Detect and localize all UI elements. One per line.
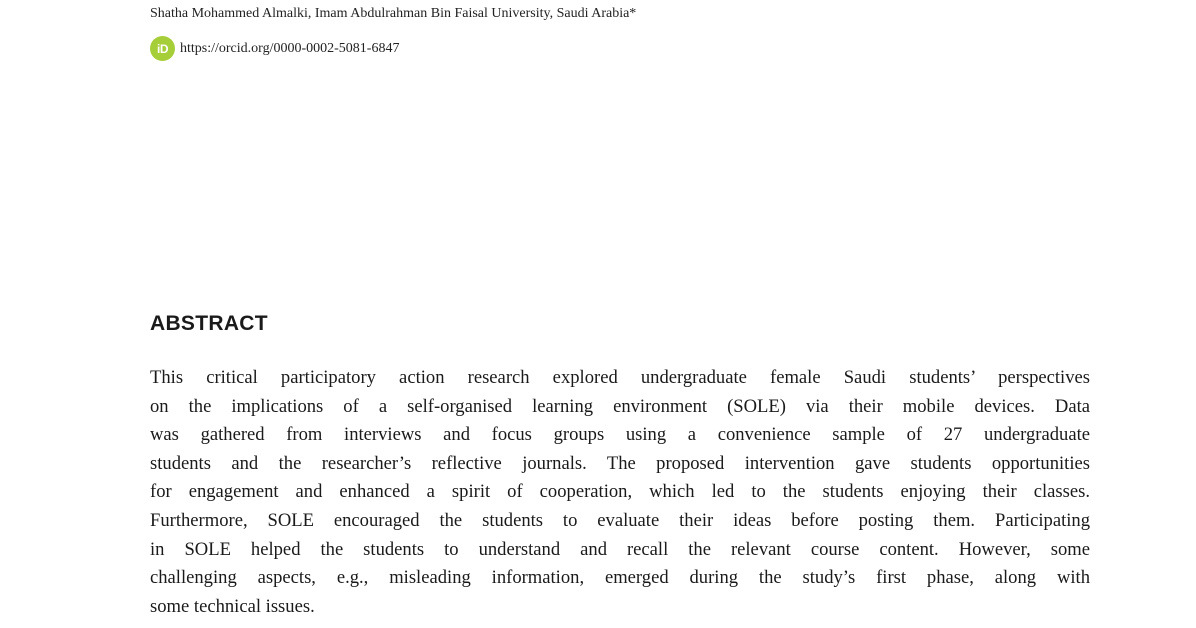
abstract-line: in SOLE helped the students to understand and recall the relevant course content. However, some [150, 538, 1090, 560]
abstract-line: students and the researcher’s reflective journals. The proposed intervention gave students opportunities [150, 452, 1090, 474]
abstract-body [150, 364, 1090, 621]
author-affiliation: Shatha Mohammed Almalki, Imam Abdulrahman Bin Faisal University, Saudi Arabia* [150, 6, 637, 21]
abstract-line: was gathered from interviews and focus groups using a convenience sample of 27 undergraduate [150, 424, 1090, 446]
abstract-line: some technical issues. [150, 595, 315, 617]
abstract-line: challenging aspects, e.g., misleading information, emerged during the study’s first phase, along with [150, 567, 1090, 589]
orcid-icon: iD [150, 36, 175, 61]
orcid-row [150, 36, 399, 61]
abstract-heading: ABSTRACT [150, 312, 268, 335]
abstract-line: on the implications of a self-organised learning environment (SOLE) via their mobile devices. Data [150, 395, 1090, 417]
abstract-line: Furthermore, SOLE encouraged the students to evaluate their ideas before posting them. Participating [150, 509, 1090, 531]
orcid-link[interactable]: https://orcid.org/0000-0002-5081-6847 [180, 40, 400, 56]
abstract-line: This critical participatory action research explored undergraduate female Saudi students’ perspectives [150, 367, 1090, 388]
abstract-line: for engagement and enhanced a spirit of cooperation, which led to the students enjoying their classes. [150, 481, 1090, 503]
